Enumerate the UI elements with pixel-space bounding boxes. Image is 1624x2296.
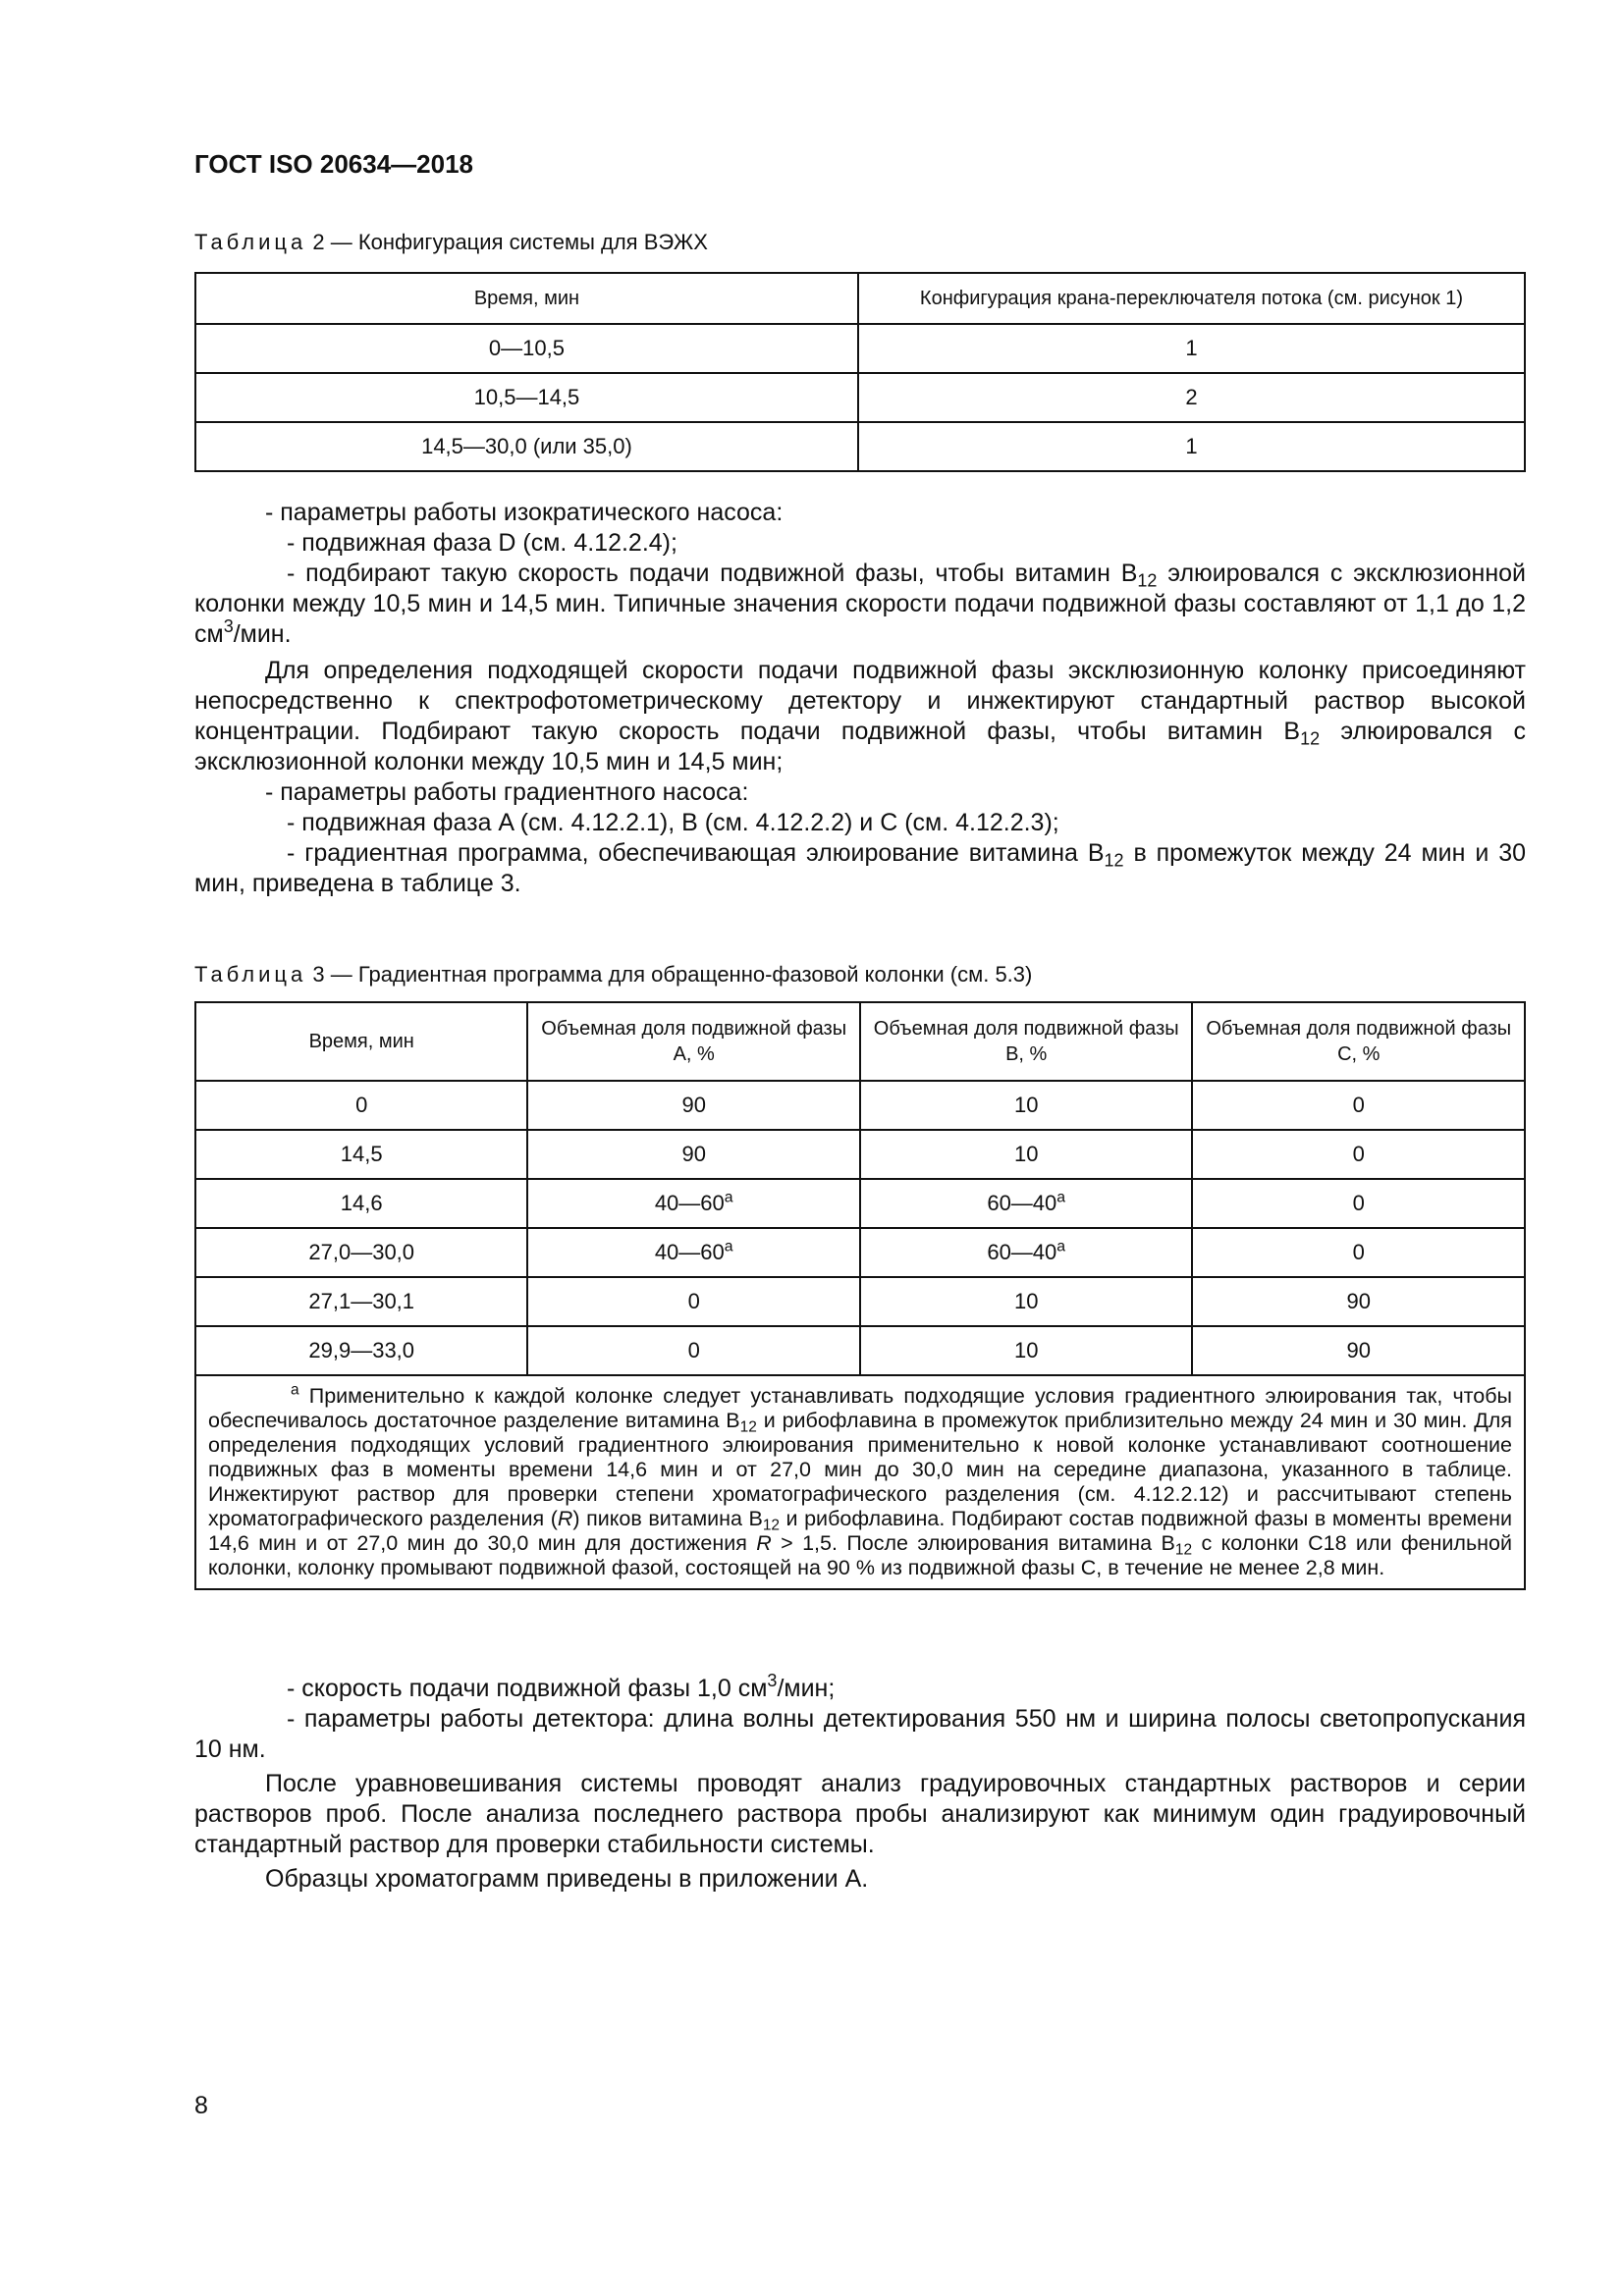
subscript: 12 [739, 1418, 757, 1436]
subscript: 12 [1104, 850, 1124, 871]
table-row [195, 1277, 1525, 1326]
table-cell: 90 [1192, 1277, 1525, 1326]
table-cell: 90 [527, 1081, 860, 1130]
list-item [194, 559, 1526, 650]
subscript: 12 [1174, 1541, 1193, 1559]
table-cell [860, 1179, 1193, 1228]
table2-caption [194, 230, 708, 255]
text-run: и рибофлавина. Подбирают состав подвижной фазы в моменты времени 14,6 мин и от 27,0 мин до 30,0 мин для достижения [208, 1507, 1512, 1555]
table-cell: 1 [858, 422, 1525, 471]
table-cell [527, 1179, 860, 1228]
table2-caption-text: 2 — Конфигурация системы для ВЭЖХ [306, 230, 708, 254]
table-cell: 1 [858, 324, 1525, 373]
footnote-mark: a [724, 1189, 733, 1206]
text-run: ) пиков витамина B [572, 1507, 763, 1530]
table-cell: 0 [1192, 1130, 1525, 1179]
table-cell: 0 [1192, 1228, 1525, 1277]
subscript: 12 [1300, 728, 1321, 749]
list-item: - подвижная фаза A (см. 4.12.2.1), B (см. 4.12.2.2) и C (см. 4.12.2.3); [287, 809, 1059, 836]
footnote-mark: a [1056, 1238, 1066, 1255]
list-item: - параметры работы изократического насоса: [265, 499, 784, 526]
table-row [195, 422, 1525, 471]
table-row [195, 1179, 1525, 1228]
table-cell: 10,5—14,5 [195, 373, 858, 422]
table2 [194, 272, 1526, 472]
text-run: Применительно к каждой колонке следует устанавливать подходящие условия градиентного элюирования так, чтобы обеспечивалось достаточное разделение витамина B [208, 1384, 1512, 1432]
table-cell: 0 [527, 1277, 860, 1326]
text-run: - градиентная программа, обеспечивающая элюирование витамина B [287, 839, 1105, 867]
table-row [195, 324, 1525, 373]
table-row [195, 1326, 1525, 1375]
table3-header-cell: Объемная доля подвижной фазы B, % [860, 1002, 1193, 1081]
paragraph: Образцы хроматограмм приведены в приложении А. [265, 1865, 869, 1893]
text-run: и рибофлавина в промежуток приблизительно между 24 мин и 30 мин. Для определения подходящих условий градиентного элюирования применительно к новой колонке устанавливают соотношение подвижных фаз в моменты времени 14,6 мин и от 27,0 мин до 30,0 мин на середине диапазона, указанного в таблице. Инжектируют раствор для проверки степени хроматографического разделения (см. 4.12.2.12) и рассчитывают степень хроматографического разделения ( [208, 1409, 1512, 1530]
list-item [194, 1671, 1526, 1704]
list-item: - параметры работы детектора: длина волны детектирования 550 нм и ширина полосы светопропускания 10 нм. [194, 1705, 1526, 1763]
footnote-mark: a [1056, 1189, 1066, 1206]
table2-header-cell: Время, мин [195, 273, 858, 324]
table-cell [527, 1228, 860, 1277]
list-item [194, 838, 1526, 899]
text-run: /мин; [777, 1675, 836, 1702]
table-footnote [195, 1375, 1525, 1589]
superscript: 3 [223, 616, 234, 637]
table3 [194, 1001, 1526, 1590]
text-run: в промежуток между 24 мин и 30 мин, приведена в таблице 3. [194, 839, 1527, 897]
table3-header-cell: Объемная доля подвижной фазы C, % [1192, 1002, 1525, 1081]
paragraph [194, 656, 1526, 777]
subscript: 12 [762, 1517, 781, 1534]
italic-symbol: R [756, 1531, 772, 1555]
table-row [195, 373, 1525, 422]
superscript: 3 [767, 1671, 778, 1691]
table-cell: 14,5—30,0 (или 35,0) [195, 422, 858, 471]
table2-caption-word: Таблица [194, 230, 307, 254]
table-cell: 0 [195, 1081, 527, 1130]
subscript: 12 [1137, 570, 1158, 591]
table3-header-cell: Объемная доля подвижной фазы A, % [527, 1002, 860, 1081]
table3-caption [194, 962, 1032, 988]
table3-header-cell: Время, мин [195, 1002, 527, 1081]
text-run: - подбирают такую скорость подачи подвижной фазы, чтобы витамин B [287, 560, 1138, 587]
table-cell: 90 [527, 1130, 860, 1179]
table-cell: 2 [858, 373, 1525, 422]
table-row [195, 1081, 1525, 1130]
table2-header-cell: Конфигурация крана-переключателя потока (см. рисунок 1) [858, 273, 1525, 324]
list-item: - подвижная фаза D (см. 4.12.2.4); [287, 529, 677, 557]
table-cell: 10 [860, 1081, 1193, 1130]
table3-header-row [195, 1002, 1525, 1081]
table3-caption-text: 3 — Градиентная программа для обращенно-фазовой колонки (см. 5.3) [306, 962, 1033, 987]
text-run: - скорость подачи подвижной фазы 1,0 см [287, 1675, 768, 1702]
table-cell: 14,6 [195, 1179, 527, 1228]
cell-value: 40—60 [654, 1240, 725, 1264]
italic-symbol: R [557, 1507, 573, 1530]
table3-caption-word: Таблица [194, 962, 307, 987]
table-cell: 10 [860, 1277, 1193, 1326]
text-run: элюировался с эксклюзионной колонки между 10,5 мин и 14,5 мин; [194, 718, 1526, 775]
table-cell: 0 [527, 1326, 860, 1375]
table3-footnote-row [195, 1375, 1525, 1589]
body-text-1 [194, 498, 1526, 899]
cell-value: 40—60 [654, 1191, 725, 1215]
text-run: > 1,5. После элюирования витамина B [771, 1531, 1175, 1555]
text-run: с колонки C18 или фенильной колонки, колонку промывают подвижной фазой, состоящей на 90 % из подвижной фазы C, в течение не менее 2,8 мин. [208, 1531, 1512, 1579]
table-cell: 0 [1192, 1081, 1525, 1130]
page-number: 8 [194, 2092, 208, 2119]
document-header: ГОСТ ISO 20634—2018 [194, 149, 474, 179]
table-cell [860, 1228, 1193, 1277]
body-text-2 [194, 1671, 1526, 1895]
text-run: /мин. [233, 620, 292, 648]
table-cell: 10 [860, 1326, 1193, 1375]
table2-header-row [195, 273, 1525, 324]
table-cell: 0—10,5 [195, 324, 858, 373]
footnote-mark: a [291, 1381, 299, 1399]
table-cell: 10 [860, 1130, 1193, 1179]
text-run: Для определения подходящей скорости подачи подвижной фазы эксклюзионную колонку присоединяют непосредственно к спектрофотометрическому детектору и инжектируют стандартный раствор высокой концентрации. Подбирают такую скорость подачи подвижной фазы, чтобы витамин B [194, 657, 1526, 745]
table-cell: 0 [1192, 1179, 1525, 1228]
cell-value: 60—40 [987, 1191, 1057, 1215]
cell-value: 60—40 [987, 1240, 1057, 1264]
table-cell: 14,5 [195, 1130, 527, 1179]
footnote-mark: a [724, 1238, 733, 1255]
table-row [195, 1228, 1525, 1277]
list-item: - параметры работы градиентного насоса: [265, 778, 749, 806]
table-cell: 27,1—30,1 [195, 1277, 527, 1326]
text-run: элюировался с эксклюзионной колонки между 10,5 мин и 14,5 мин. Типичные значения скорости подачи подвижной фазы составляют от 1,1 до 1,2 см [194, 560, 1526, 648]
table-row [195, 1130, 1525, 1179]
paragraph: После уравновешивания системы проводят анализ градуировочных стандартных растворов и серии растворов проб. После анализа последнего раствора пробы анализируют как минимум один градуировочный стандартный раствор для проверки стабильности системы. [194, 1770, 1526, 1858]
table-cell: 90 [1192, 1326, 1525, 1375]
table-cell: 27,0—30,0 [195, 1228, 527, 1277]
table-cell: 29,9—33,0 [195, 1326, 527, 1375]
